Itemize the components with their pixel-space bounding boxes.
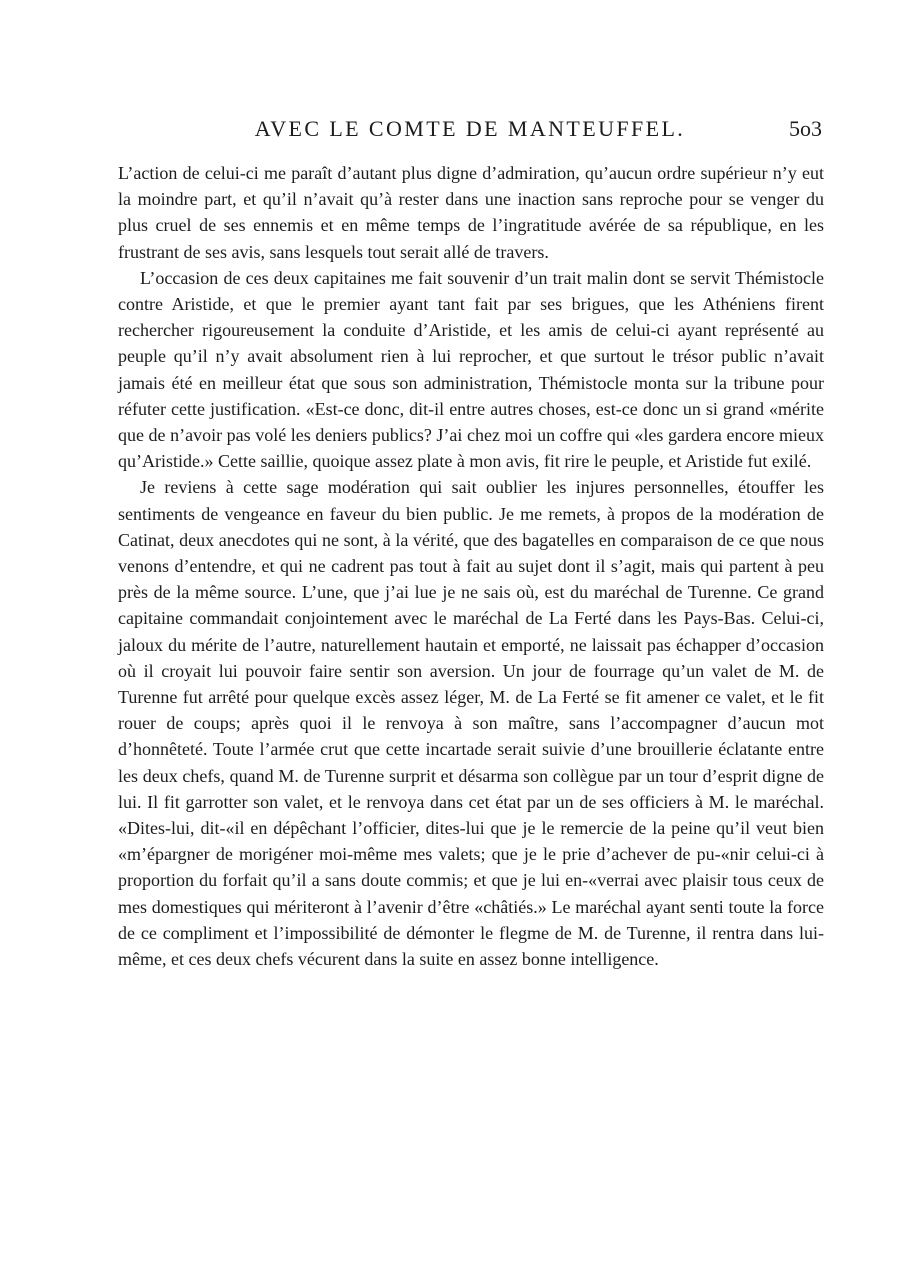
paragraph-turenne: Je reviens à cette sage modération qui sait oublier les injures personnelles, étouffer les sentiments de vengeance en faveur du bien public. Je me remets, à propos de la modération de Catinat, deux anecdotes qui ne sont, à la vérité, que des bagatelles en comparaison de ce que nous venons d’entendre, et qui ne cadrent pas tout à fait au sujet dont il s’agit, mais qui partent à peu près de la même source. L’une, que j’ai lue je ne sais où, est du maréchal de Turenne. Ce grand capitaine commandait conjointement avec le maréchal de La Ferté dans les Pays-Bas. Celui-ci, jaloux du mérite de l’autre, naturellement hautain et emporté, ne laissait pas échapper d’occasion où il croyait lui pouvoir faire sentir son aversion. Un jour de fourrage qu’un valet de M. de Turenne fut arrêté pour quelque excès assez léger, M. de La Ferté se fit amener ce valet, et le fit rouer de coups; après quoi il le renvoya à son maître, sans l’accompagner d’aucun mot d’honnêteté. Toute l’armée crut que cette incartade serait suivie d’une brouillerie éclatante entre les deux chefs, quand M. de Turenne surprit et désarma son collègue par un tour d’esprit digne de lui. Il fit garrotter son valet, et le renvoya dans cet état par un de ses officiers à M. le maréchal. «Dites-lui, dit-«il en dépêchant l’officier, dites-lui que je le remercie de la peine qu’il veut bien «m’épargner de morigéner moi-même mes valets; que je le prie d’achever de pu-«nir celui-ci à proportion du forfait qu’il a sans doute commis; et que je lui en-«verrai avec plaisir tous ceux de mes domestiques qui mériteront à l’avenir d’être «châtiés.» Le maréchal ayant senti toute la force de ce compliment et l’impossibilité de démonter le flegme de M. de Turenne, il rentra dans lui-même, et ces deux chefs vécurent dans la suite en assez bonne intelligence.: [118, 477, 824, 970]
running-title: AVEC LE COMTE DE MANTEUFFEL.: [254, 116, 686, 141]
body-text: [118, 160, 824, 972]
paragraph-themistocle: L’occasion de ces deux capitaines me fait souvenir d’un trait malin dont se servit Thémistocle contre Aristide, et que le premier ayant tant fait par ses brigues, que les Athéniens firent rechercher rigoureusement la conduite d’Aristide, et les amis de celui-ci ayant représenté au peuple qu’il n’y avait absolument rien à lui reprocher, et que surtout le trésor public n’avait jamais été en meilleur état que sous son administration, Thémistocle monta sur la tribune pour réfuter cette justification. «Est-ce donc, dit-il entre autres choses, est-ce donc un si grand «mérite que de n’avoir pas volé les deniers publics? J’ai chez moi un coffre qui «les gardera encore mieux qu’Aristide.» Cette saillie, quoique assez plate à mon avis, fit rire le peuple, et Aristide fut exilé.: [118, 267, 824, 472]
page-number: 5o3: [789, 116, 822, 141]
paragraph-continuation: L’action de celui-ci me paraît d’autant plus digne d’admiration, qu’aucun ordre supérieur n’y eut la moindre part, et qu’il n’avait qu’à rester dans une inaction sans reproche pour se venger du plus cruel de ses ennemis et en même temps de l’ingratitude avérée de sa république, en les frustrant de ses avis, sans lesquels tout serait allé de travers.: [118, 163, 824, 262]
running-head: [118, 114, 822, 144]
